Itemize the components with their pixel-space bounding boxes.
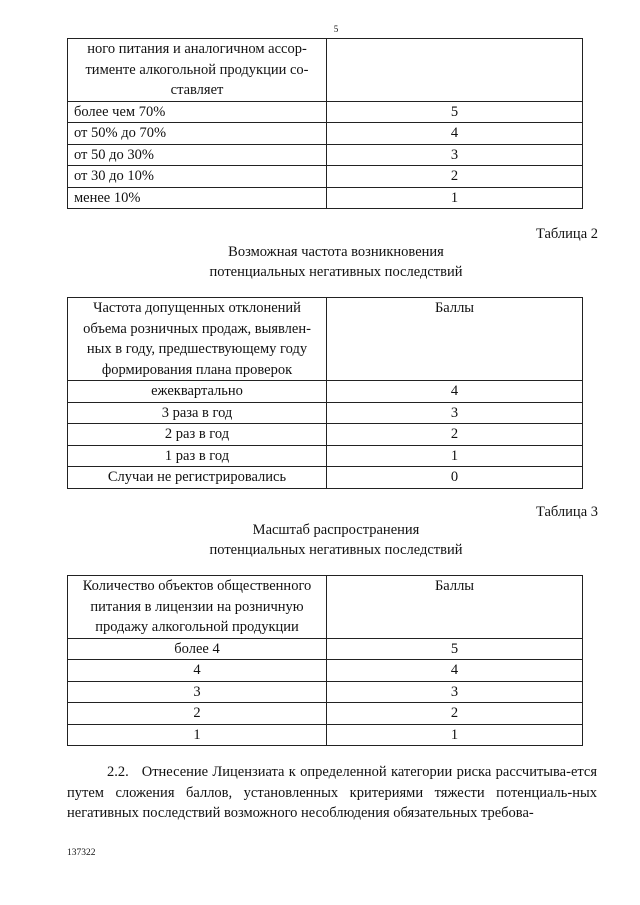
table-2-label: Таблица 2 [535, 226, 598, 242]
table-row [68, 187, 583, 209]
row-score: 3 [327, 402, 583, 424]
row-label: от 50% до 70% [68, 123, 327, 145]
table-row [68, 123, 583, 145]
row-score: 1 [327, 724, 583, 746]
row-label: 4 [68, 660, 327, 682]
paragraph-text: Отнесение Лицензиата к определенной категории риска рассчитыва-ется путем сложения баллов, установленных критериями тяжести потенциаль-ных негативных последствий возможного несоблюдения обязательных требова- [67, 764, 598, 821]
table-row [68, 424, 583, 446]
table-3-header-col1: Количество объектов общественного питания в лицензии на розничную продажу алкогольной продукции [68, 576, 327, 639]
table-row [68, 101, 583, 123]
table-row [68, 445, 583, 467]
table-1-header-cell: ного питания и аналогичном ассор- тименте алкогольной продукции со- ставляет [68, 39, 327, 102]
row-label: Случаи не регистрировались [68, 467, 327, 489]
row-label: 3 раза в год [68, 402, 327, 424]
table-2-header-col2: Баллы [327, 298, 583, 381]
row-score: 2 [327, 703, 583, 725]
row-score: 2 [327, 424, 583, 446]
table-3 [67, 575, 583, 746]
table-row [68, 681, 583, 703]
table-row [68, 166, 583, 188]
table-3-label: Таблица 3 [535, 504, 598, 520]
row-score: 5 [327, 638, 583, 660]
table-3-header-row [68, 576, 583, 639]
row-label: ежеквартально [68, 381, 327, 403]
row-label: 3 [68, 681, 327, 703]
table-1 [67, 38, 583, 209]
table-row [68, 467, 583, 489]
row-score: 1 [327, 187, 583, 209]
document-number: 137322 [67, 848, 96, 858]
row-label: 2 [68, 703, 327, 725]
row-score: 3 [327, 681, 583, 703]
row-label: от 30 до 10% [68, 166, 327, 188]
table-2-title: Возможная частота возникновения потенциальных негативных последствий [209, 244, 463, 280]
row-score: 5 [327, 101, 583, 123]
table-3-title: Масштаб распространения потенциальных негативных последствий [209, 522, 463, 558]
table-row [68, 703, 583, 725]
table-2-header-col1: Частота допущенных отклонений объема розничных продаж, выявлен- ных в году, предшествующему году формирования плана проверок [68, 298, 327, 381]
row-score: 2 [327, 166, 583, 188]
row-score: 3 [327, 144, 583, 166]
paragraph-2-2 [67, 762, 597, 824]
table-row [68, 724, 583, 746]
table-row [68, 144, 583, 166]
row-label: 2 раз в год [68, 424, 327, 446]
table-2-header-row [68, 298, 583, 381]
table-row [68, 402, 583, 424]
table-row [68, 638, 583, 660]
row-label: от 50 до 30% [68, 144, 327, 166]
table-row [68, 660, 583, 682]
table-1-header-row [68, 39, 583, 102]
row-label: менее 10% [68, 187, 327, 209]
row-score: 4 [327, 660, 583, 682]
table-1-header-score-cell [327, 39, 583, 102]
row-score: 4 [327, 381, 583, 403]
row-score: 1 [327, 445, 583, 467]
table-3-header-col2: Баллы [327, 576, 583, 639]
table-row [68, 381, 583, 403]
row-score: 4 [327, 123, 583, 145]
table-2 [67, 297, 583, 489]
paragraph-number: 2.2. [107, 764, 129, 780]
row-label: 1 раз в год [68, 445, 327, 467]
page-number: 5 [333, 24, 339, 34]
row-label: более 4 [68, 638, 327, 660]
row-label: 1 [68, 724, 327, 746]
row-label: более чем 70% [68, 101, 327, 123]
row-score: 0 [327, 467, 583, 489]
